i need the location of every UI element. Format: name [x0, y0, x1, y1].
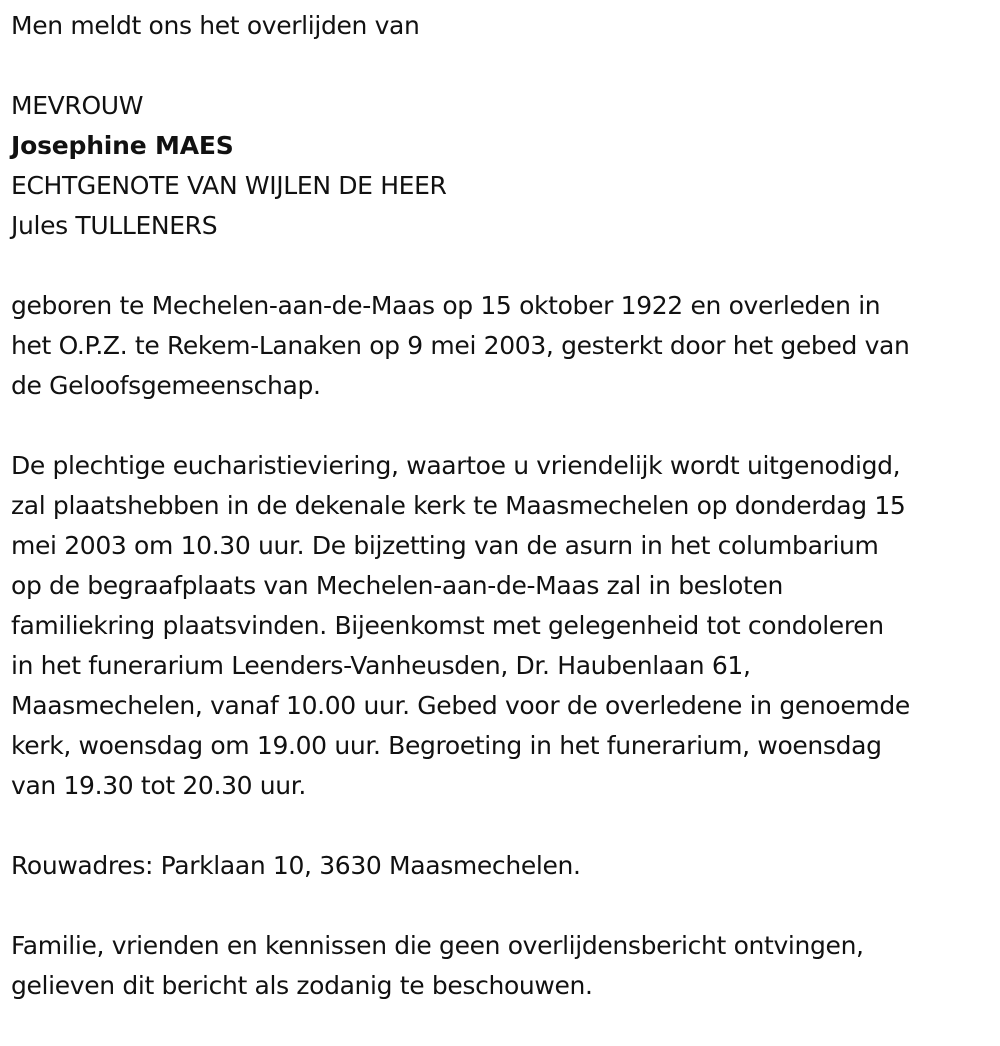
paragraph-line: gelieven dit bericht als zodanig te beschouwen.: [11, 971, 593, 1000]
paragraph-line: De plechtige eucharistieviering, waartoe u vriendelijk wordt uitgenodigd,: [11, 451, 901, 480]
paragraph-line: mei 2003 om 10.30 uur. De bijzetting van de asurn in het columbarium: [11, 531, 879, 560]
intro-line: Men meldt ons het overlijden van: [11, 11, 420, 40]
spacer: [11, 806, 991, 846]
spacer: [11, 886, 991, 926]
deceased-name: Josephine MAES: [11, 131, 234, 160]
mourning-address: Rouwadres: Parklaan 10, 3630 Maasmechelen.: [11, 851, 581, 880]
paragraph-line: Maasmechelen, vanaf 10.00 uur. Gebed voor de overledene in genoemde: [11, 691, 910, 720]
ceremony-paragraph: [11, 446, 991, 806]
paragraph-line: familiekring plaatsvinden. Bijeenkomst met gelegenheid tot condoleren: [11, 611, 884, 640]
paragraph-line: de Geloofsgemeenschap.: [11, 371, 321, 400]
birth-death-paragraph: [11, 286, 991, 406]
paragraph-line: het O.P.Z. te Rekem-Lanaken op 9 mei 2003, gesterkt door het gebed van: [11, 331, 910, 360]
paragraph-line: in het funerarium Leenders-Vanheusden, Dr. Haubenlaan 61,: [11, 651, 751, 680]
paragraph-line: zal plaatshebben in de dekenale kerk te Maasmechelen op donderdag 15: [11, 491, 906, 520]
relation-line: ECHTGENOTE VAN WIJLEN DE HEER: [11, 171, 447, 200]
honorific: MEVROUW: [11, 91, 144, 120]
paragraph-line: van 19.30 tot 20.30 uur.: [11, 771, 307, 800]
paragraph-line: geboren te Mechelen-aan-de-Maas op 15 oktober 1922 en overleden in: [11, 291, 881, 320]
paragraph-line: op de begraafplaats van Mechelen-aan-de-Maas zal in besloten: [11, 571, 783, 600]
paragraph-line: Familie, vrienden en kennissen die geen overlijdensbericht ontvingen,: [11, 931, 864, 960]
spacer: [11, 406, 991, 446]
closing-paragraph: [11, 926, 991, 1006]
spouse-name: Jules TULLENERS: [11, 211, 218, 240]
paragraph-line: kerk, woensdag om 19.00 uur. Begroeting in het funerarium, woensdag: [11, 731, 882, 760]
death-notice: [11, 0, 991, 1006]
spacer: [11, 246, 991, 286]
